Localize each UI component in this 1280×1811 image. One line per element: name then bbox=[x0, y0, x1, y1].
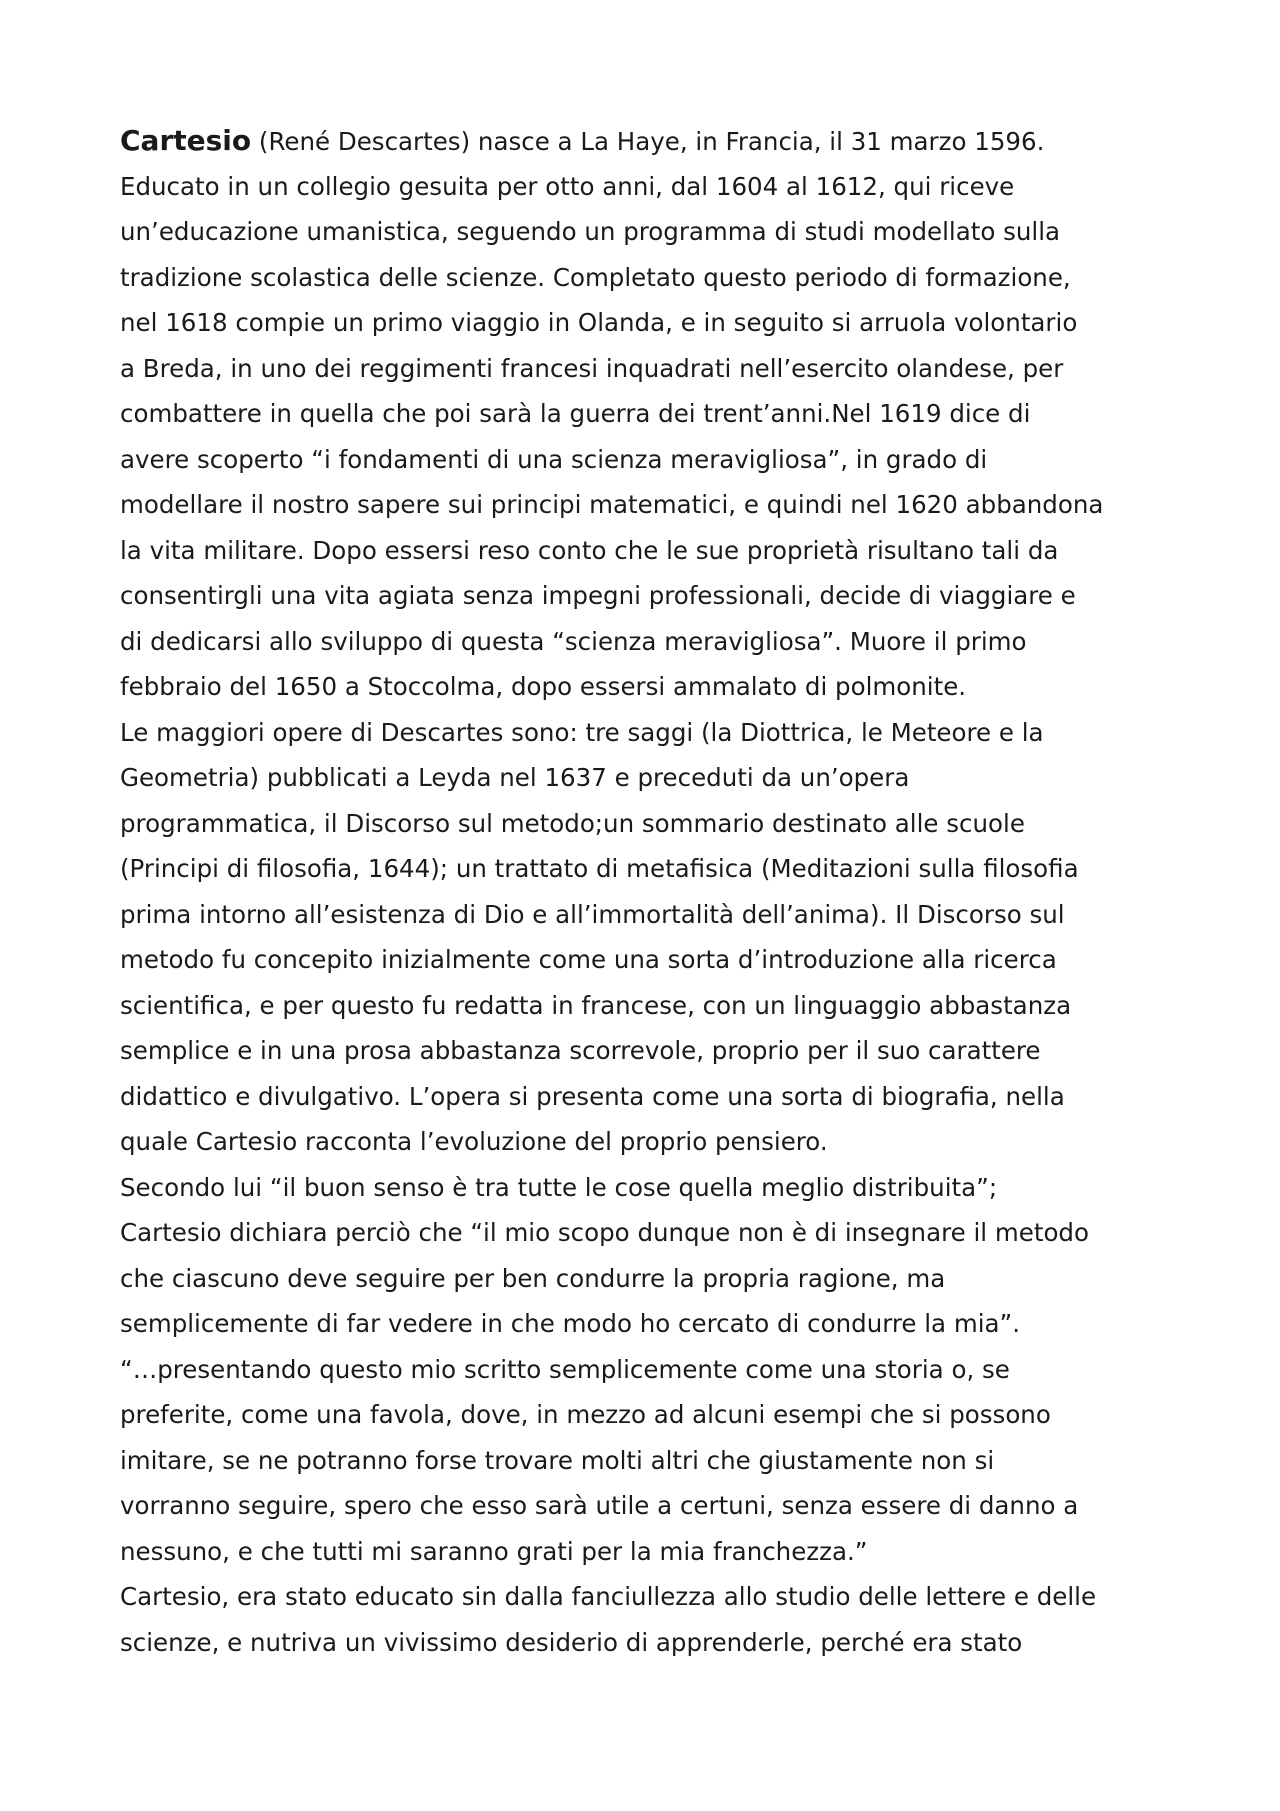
body-line: nessuno, e che tutti mi saranno grati per la mia franchezza.” bbox=[120, 1536, 868, 1566]
body-line: avere scoperto “i fondamenti di una scienza meravigliosa”, in grado di bbox=[120, 444, 988, 474]
body-line: metodo fu concepito inizialmente come una sorta d’introduzione alla ricerca bbox=[120, 945, 1057, 974]
body-line: nel 1618 compie un primo viaggio in Olanda, e in seguito si arruola volontario bbox=[120, 308, 1078, 337]
body-line: Cartesio dichiara perciò che “il mio scopo dunque non è di insegnare il metodo bbox=[120, 1218, 1089, 1247]
body-line: un’educazione umanistica, seguendo un programma di studi modellato sulla bbox=[120, 217, 1061, 246]
body-line: che ciascuno deve seguire per ben condurre la propria ragione, ma bbox=[120, 1263, 946, 1293]
body-line: (Principi di filosofia, 1644); un trattato di metafisica (Meditazioni sulla filosofia bbox=[120, 854, 1079, 883]
document-body bbox=[120, 118, 1200, 1665]
body-line: di dedicarsi allo sviluppo di questa “scienza meravigliosa”. Muore il primo bbox=[120, 626, 1027, 656]
body-line: “…presentando questo mio scritto semplicemente come una storia o, se bbox=[120, 1354, 1010, 1384]
body-line: Cartesio, era stato educato sin dalla fanciullezza allo studio delle lettere e delle bbox=[120, 1582, 1097, 1611]
body-line: scienze, e nutriva un vivissimo desiderio di apprenderle, perché era stato bbox=[120, 1627, 1023, 1657]
body-line: quale Cartesio racconta l’evoluzione del proprio pensiero. bbox=[120, 1127, 828, 1156]
body-line: programmatica, il Discorso sul metodo;un sommario destinato alle scuole bbox=[120, 808, 1025, 838]
body-line: scientifica, e per questo fu redatta in francese, con un linguaggio abbastanza bbox=[120, 990, 1072, 1020]
heading-name: Cartesio bbox=[120, 124, 252, 157]
body-line: semplice e in una prosa abbastanza scorrevole, proprio per il suo carattere bbox=[120, 1036, 1041, 1065]
body-line: combattere in quella che poi sarà la guerra dei trent’anni.Nel 1619 dice di bbox=[120, 399, 1031, 428]
body-line: modellare il nostro sapere sui principi matematici, e quindi nel 1620 abbandona bbox=[120, 490, 1104, 519]
body-line: Educato in un collegio gesuita per otto anni, dal 1604 al 1612, qui riceve bbox=[120, 171, 1015, 201]
body-line: didattico e divulgativo. L’opera si presenta come una sorta di biografia, nella bbox=[120, 1081, 1065, 1111]
heading-rest: (René Descartes) nasce a La Haye, in Francia, il 31 marzo 1596. bbox=[251, 127, 1045, 156]
body-line: febbraio del 1650 a Stoccolma, dopo essersi ammalato di polmonite. bbox=[120, 672, 967, 701]
heading-line bbox=[120, 118, 1200, 164]
body-line: vorranno seguire, spero che esso sarà utile a certuni, senza essere di danno a bbox=[120, 1491, 1079, 1520]
body-line: la vita militare. Dopo essersi reso conto che le sue proprietà risultano tali da bbox=[120, 535, 1059, 565]
body-line: Geometria) pubblicati a Leyda nel 1637 e preceduti da un’opera bbox=[120, 763, 910, 792]
body-line: a Breda, in uno dei reggimenti francesi inquadrati nell’esercito olandese, per bbox=[120, 353, 1064, 383]
body-line: semplicemente di far vedere in che modo ho cercato di condurre la mia”. bbox=[120, 1309, 1021, 1338]
body-line: prima intorno all’esistenza di Dio e all’immortalità dell’anima). Il Discorso sul bbox=[120, 899, 1065, 929]
body-line: Le maggiori opere di Descartes sono: tre saggi (la Diottrica, le Meteore e la bbox=[120, 717, 1044, 747]
body-line: tradizione scolastica delle scienze. Completato questo periodo di formazione, bbox=[120, 262, 1071, 292]
body-line: consentirgli una vita agiata senza impegni professionali, decide di viaggiare e bbox=[120, 581, 1076, 610]
body-line: preferite, come una favola, dove, in mezzo ad alcuni esempi che si possono bbox=[120, 1400, 1051, 1429]
body-line: imitare, se ne potranno forse trovare molti altri che giustamente non si bbox=[120, 1445, 995, 1475]
body-line: Secondo lui “il buon senso è tra tutte le cose quella meglio distribuita”; bbox=[120, 1172, 998, 1202]
